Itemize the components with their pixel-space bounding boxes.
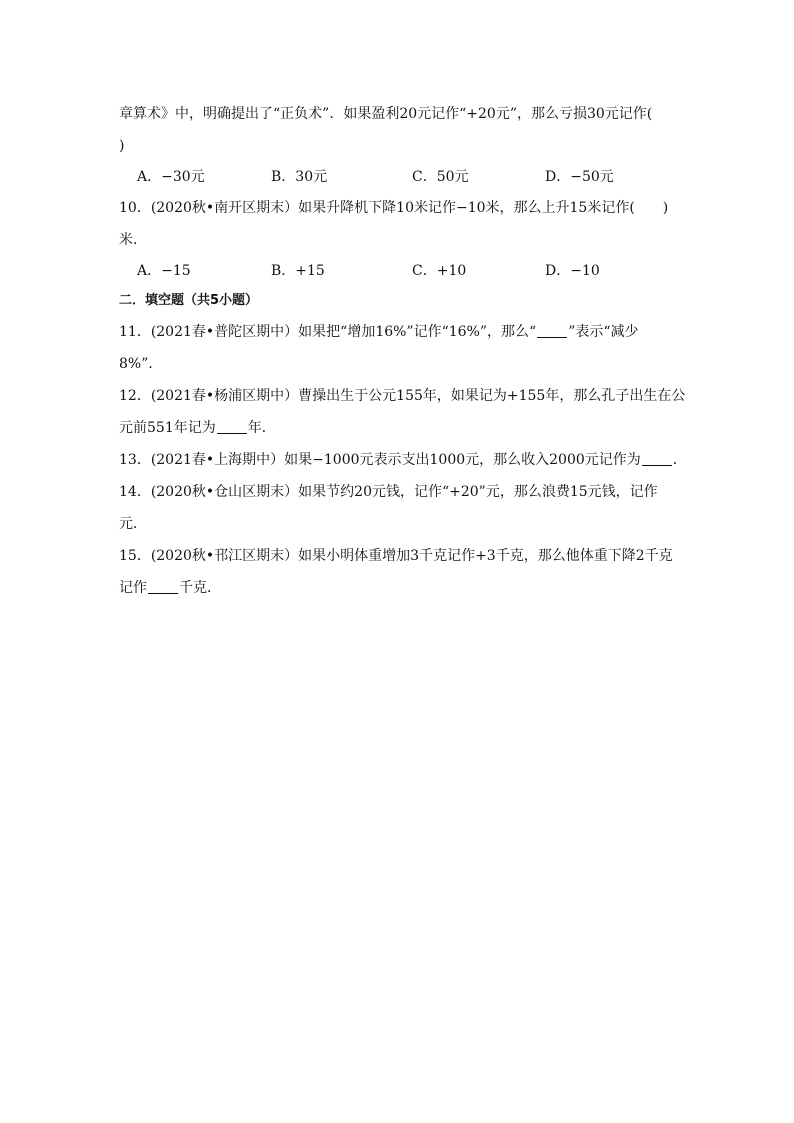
q9-option-b: B．30元 — [271, 169, 328, 185]
q10-option-a: A．−15 — [137, 263, 191, 279]
q10-option-c: C．+10 — [412, 263, 467, 279]
q9-stem-line2: ) — [119, 138, 125, 154]
q14-stem-line2: 元． — [119, 516, 147, 532]
q15-stem-line2 — [119, 572, 679, 604]
q11-answer-blank[interactable] — [537, 323, 567, 338]
q13-answer-blank[interactable] — [642, 451, 672, 466]
q10-option-b: B．+15 — [271, 263, 325, 279]
q15-answer-blank[interactable] — [148, 579, 178, 594]
q10-stem-line1: 10．(2020秋•南开区期末）如果升降机下降10米记作−10米，那么上升15米记作( ) — [119, 200, 669, 216]
q10-stem-line2: 米． — [119, 232, 147, 248]
q9-stem-line1: 章算术》中，明确提出了“正负术”．如果盈利20元记作“+20元”，那么亏损30元记作( — [119, 106, 653, 122]
q11-text-part1: 11．(2021春•普陀区期中）如果把“增加16%”记作“16%”，那么“ — [119, 324, 537, 340]
q9-options — [119, 162, 679, 192]
q11-text-part2: ”表示“减少 — [568, 324, 639, 340]
q15-text-part2: 千克． — [179, 580, 221, 596]
q12-stem-line2 — [119, 412, 679, 444]
q14-stem-line1: 14．(2020秋•仓山区期末）如果节约20元钱，记作“+20”元，那么浪费15元钱，记作 — [119, 484, 658, 500]
q10-options — [119, 256, 679, 286]
q9-option-a: A．−30元 — [137, 169, 205, 185]
q15-text-part1: 记作 — [119, 580, 147, 596]
q9-option-d: D．−50元 — [545, 169, 614, 185]
q12-stem-line1: 12．(2021春•杨浦区期中）曹操出生于公元155年，如果记为+155年，那么孔子出生在公 — [119, 388, 686, 404]
q10-option-d: D．−10 — [545, 263, 600, 279]
q13-text-part1: 13．(2021春•上海期中）如果−1000元表示支出1000元，那么收入2000元记作为 — [119, 452, 641, 468]
q13-stem-line1 — [119, 444, 687, 476]
section-title-fill-in: 二．填空题（共5小题） — [119, 293, 259, 308]
q9-option-c: C．50元 — [412, 169, 469, 185]
q11-stem-line1 — [119, 316, 679, 348]
q13-text-part2: ． — [672, 452, 687, 468]
q11-stem-line2: 8%”． — [119, 356, 163, 372]
q15-stem-line1: 15．(2020秋•邗江区期末）如果小明体重增加3千克记作+3千克，那么他体重下降2千克 — [119, 548, 673, 564]
document-content — [119, 98, 687, 604]
q12-text-part1: 元前551年记为 — [119, 420, 216, 436]
q12-answer-blank[interactable] — [217, 419, 247, 434]
q12-text-part2: 年． — [247, 420, 276, 436]
